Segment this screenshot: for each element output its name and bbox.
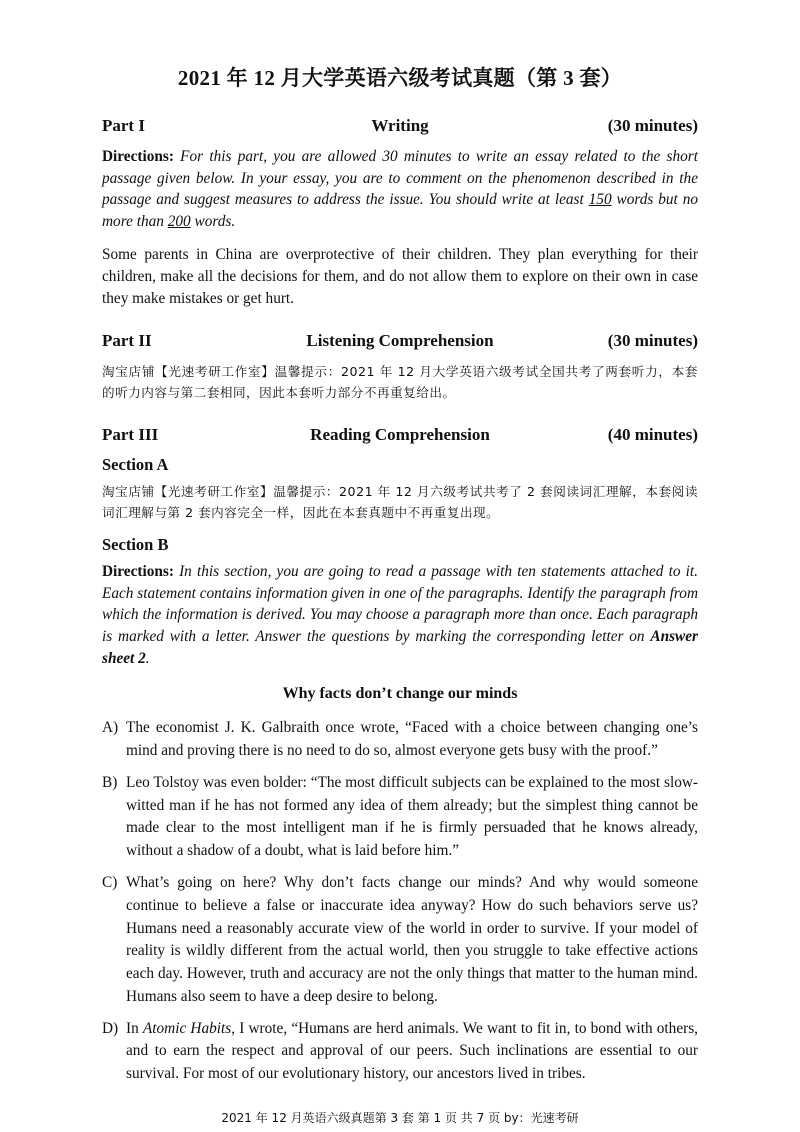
page-footer: 2021 年 12 月英语六级真题第 3 套 第 1 页 共 7 页 by：光速考研 — [221, 1111, 579, 1125]
part1-name: Part I — [102, 116, 145, 135]
paragraph-letter: C) — [102, 873, 118, 891]
part3-header — [102, 425, 698, 445]
part3-title: Reading Comprehension — [310, 425, 490, 445]
paragraph-letter: A) — [102, 719, 119, 737]
part1-directions — [102, 146, 698, 232]
part2-header — [102, 331, 698, 351]
directions-text: words. — [190, 212, 236, 230]
min-words: 150 — [588, 191, 612, 209]
directions-text: . — [145, 649, 150, 667]
book-title: Atomic Habits — [142, 1019, 232, 1037]
part1-time: (30 minutes) — [607, 116, 698, 135]
paragraph-letter: B) — [102, 773, 118, 791]
paragraph-text: The economist J. K. Galbraith once wrote, “Faced with a choice between changing one’s mind and proving there is no need to do so, almost everyone gets busy with the proof.” — [126, 719, 698, 759]
part2-title: Listening Comprehension — [306, 331, 494, 351]
directions-text: In this section, you are going to read a passage with ten statements attached to it. Each statement contains information given in one of the paragraphs. Identify the paragraph from which the information is derived. You may choose a paragraph more than once. Each paragraph is marked with a letter. Answer the questions by marking the corresponding letter on — [102, 563, 698, 645]
paragraph-b — [102, 772, 698, 863]
max-words: 200 — [167, 212, 191, 230]
listening-notice: 淘宝店铺【光速考研工作室】温馨提示：2021 年 12 月大学英语六级考试全国共考了两套听力，本套的听力内容与第二套相同，因此本套听力部分不再重复给出。 — [102, 364, 698, 401]
paragraph-text: What’s going on here? Why don’t facts change our minds? And why would someone continue to believe a false or inaccurate idea anyway? How do such behaviors serve us? Humans need a reasonably accurate view of the world in order to survive. If your model of reality is wildly different from the actual world, then you struggle to take effective actions each day. However, truth and accuracy are not the only things that matter to the human mind. Humans also seem to have a deep desire to belong. — [126, 873, 698, 1005]
section-a-notice: 淘宝店铺【光速考研工作室】温馨提示：2021 年 12 月六级考试共考了 2 套阅读词汇理解，本套阅读词汇理解与第 2 套内容完全一样，因此在本套真题中不再重复出现。 — [102, 484, 698, 521]
directions-label: Directions: — [102, 148, 174, 165]
paragraph-text-post: , I wrote, “Humans are herd animals. We want to fit in, to bond with others, and to earn the respect and approval of our peers. Such inclinations are essential to our survival. For most of our evolutionary history, our ancestors lived in tribes. — [126, 1019, 698, 1083]
paragraph-d — [102, 1018, 698, 1086]
part1-header — [102, 116, 698, 136]
part2-name: Part II — [102, 331, 152, 351]
document-title: 2021 年 12 月大学英语六级考试真题（第 3 套） — [177, 66, 623, 90]
part1-title: Writing — [371, 116, 429, 135]
part3-name: Part III — [102, 425, 159, 445]
section-b-directions — [102, 561, 698, 669]
paragraph-text — [126, 1018, 698, 1086]
section-a-heading: Section A — [102, 455, 169, 475]
paragraph-c — [102, 872, 698, 1009]
paragraph-a — [102, 717, 698, 763]
passage-title: Why facts don’t change our minds — [282, 685, 518, 703]
part3-time: (40 minutes) — [607, 425, 698, 445]
answer-sheet-ref: Answer sheet 2 — [102, 627, 698, 667]
directions-label: Directions: — [102, 563, 174, 581]
directions-text: For this part, you are allowed 30 minutes to write an essay related to the short passage given below. In your essay, you are to comment on the phenomenon described in the passage and suggest measures to address the issue. You should write at least — [102, 148, 698, 209]
paragraph-letter: D) — [102, 1019, 119, 1037]
writing-prompt: Some parents in China are overprotective of their children. They plan everything for their children, make all the decisions for them, and do not allow them to explore on their own in case they make mistakes or get hurt. — [102, 246, 698, 307]
part2-time: (30 minutes) — [607, 331, 698, 351]
section-b-heading: Section B — [102, 535, 169, 555]
paragraph-text: Leo Tolstoy was even bolder: “The most difficult subjects can be explained to the most slow-witted man if he has not formed any idea of them already; but the simplest thing cannot be made clear to the most intelligent man if he is firmly persuaded that he knows already, without a shadow of a doubt, what is laid before him.” — [126, 773, 698, 860]
paragraph-text-pre: In — [126, 1019, 143, 1037]
directions-text: words but no more than — [102, 191, 699, 230]
